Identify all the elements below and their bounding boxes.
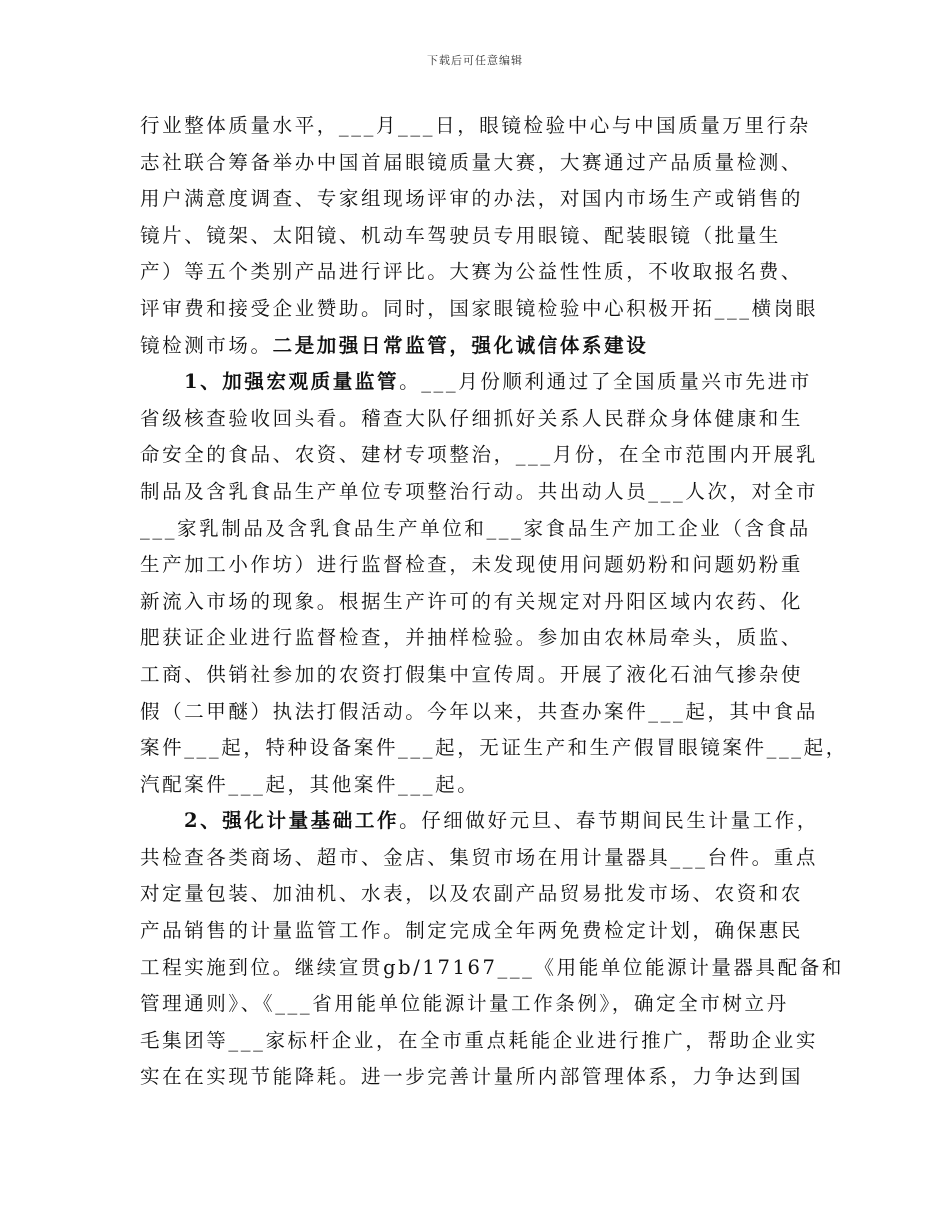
- heading-period: 。: [399, 370, 422, 394]
- section-heading: 二是加强日常监管，强化诚信体系建设: [272, 333, 649, 357]
- text-line-20: [140, 803, 819, 840]
- text-segment: 镜检测市场。: [140, 333, 273, 357]
- text-line-12: ___家乳制品及含乳食品生产单位和___家食品生产加工企业（含食品: [140, 516, 811, 540]
- text-line-8: [140, 364, 810, 401]
- text-line-26: 毛集团等___家标杆企业，在全市重点耗能企业进行推广，帮助企业实: [140, 1028, 818, 1052]
- text-line-27: 实在在实现节能降耗。进一步完善计量所内部管理体系，力争达到国: [140, 1065, 804, 1089]
- text-line-23: 产品销售的计量监管工作。制定完成全年两免费检定计划，确保惠民: [140, 919, 804, 943]
- text-line-13: 生产加工小作坊）进行监督检查，未发现使用问题奶粉和问题奶粉重: [140, 553, 804, 577]
- text-line-5: 产）等五个类别产品进行评比。大赛为公益性性质，不收取报名费、: [140, 260, 804, 284]
- document-body: [140, 108, 848, 1096]
- heading-period: 。: [399, 809, 422, 833]
- text-line-14: 新流入市场的现象。根据生产许可的有关规定对丹阳区域内农药、化: [140, 589, 804, 613]
- text-line-24: 工程实施到位。继续宣贯gb/17167___《用能单位能源计量器具配备和: [140, 955, 844, 979]
- text-line-3: 用户满意度调查、专家组现场评审的办法，对国内市场生产或销售的: [140, 187, 804, 211]
- text-line-19: 汽配案件___起，其他案件___起。: [140, 772, 480, 796]
- text-line-1: 行业整体质量水平，___月___日，眼镜检验中心与中国质量万里行杂: [140, 114, 811, 137]
- text-line-17: 假（二甲醚）执法打假活动。今年以来，共查办案件___起，其中食品: [140, 699, 818, 723]
- text-line-18: 案件___起，特种设备案件___起，无证生产和生产假冒眼镜案件___起，: [140, 736, 848, 760]
- subsection-heading-2: 2、强化计量基础工作: [184, 809, 400, 833]
- text-line-25: 管理通则》、《___省用能单位能源计量工作条例》，确定全市树立丹: [140, 992, 789, 1016]
- text-segment: 仔细做好元旦、春节期间民生计量工作，: [421, 809, 819, 833]
- text-line-9: 省级核查验收回头看。稽查大队仔细抓好关系人民群众身体健康和生: [140, 406, 804, 430]
- text-segment: ___月份顺利通过了全国质量兴市先进市: [421, 370, 812, 394]
- text-line-15: 肥获证企业进行监督检查，并抽样检验。参加由农林局牵头，质监、: [140, 626, 804, 650]
- text-line-22: 对定量包装、加油机、水表，以及农副产品贸易批发市场、农资和农: [140, 882, 804, 906]
- subsection-heading-1: 1、加强宏观质量监管: [184, 370, 400, 394]
- text-line-21: 共检查各类商场、超市、金店、集贸市场在用计量器具___台件。重点: [140, 845, 818, 869]
- text-line-2: 志社联合筹备举办中国首届眼镜质量大赛，大赛通过产品质量检测、: [140, 150, 804, 174]
- text-line-10: 命安全的食品、农资、建材专项整治，___月份，在全市范围内开展乳: [140, 443, 818, 467]
- text-line-6: 评审费和接受企业赞助。同时，国家眼镜检验中心积极开拓___横岗眼: [140, 296, 818, 320]
- text-line-16: 工商、供销社参加的农资打假集中宣传周。开展了液化石油气掺杂使: [140, 662, 804, 686]
- page-header: 下载后可任意编辑: [427, 54, 523, 67]
- text-line-4: 镜片、镜架、太阳镜、机动车驾驶员专用眼镜、配装眼镜（批量生: [140, 223, 781, 247]
- text-line-7: [140, 328, 810, 365]
- text-line-11: 制品及含乳食品生产单位专项整治行动。共出动人员___人次，对全市: [140, 479, 818, 503]
